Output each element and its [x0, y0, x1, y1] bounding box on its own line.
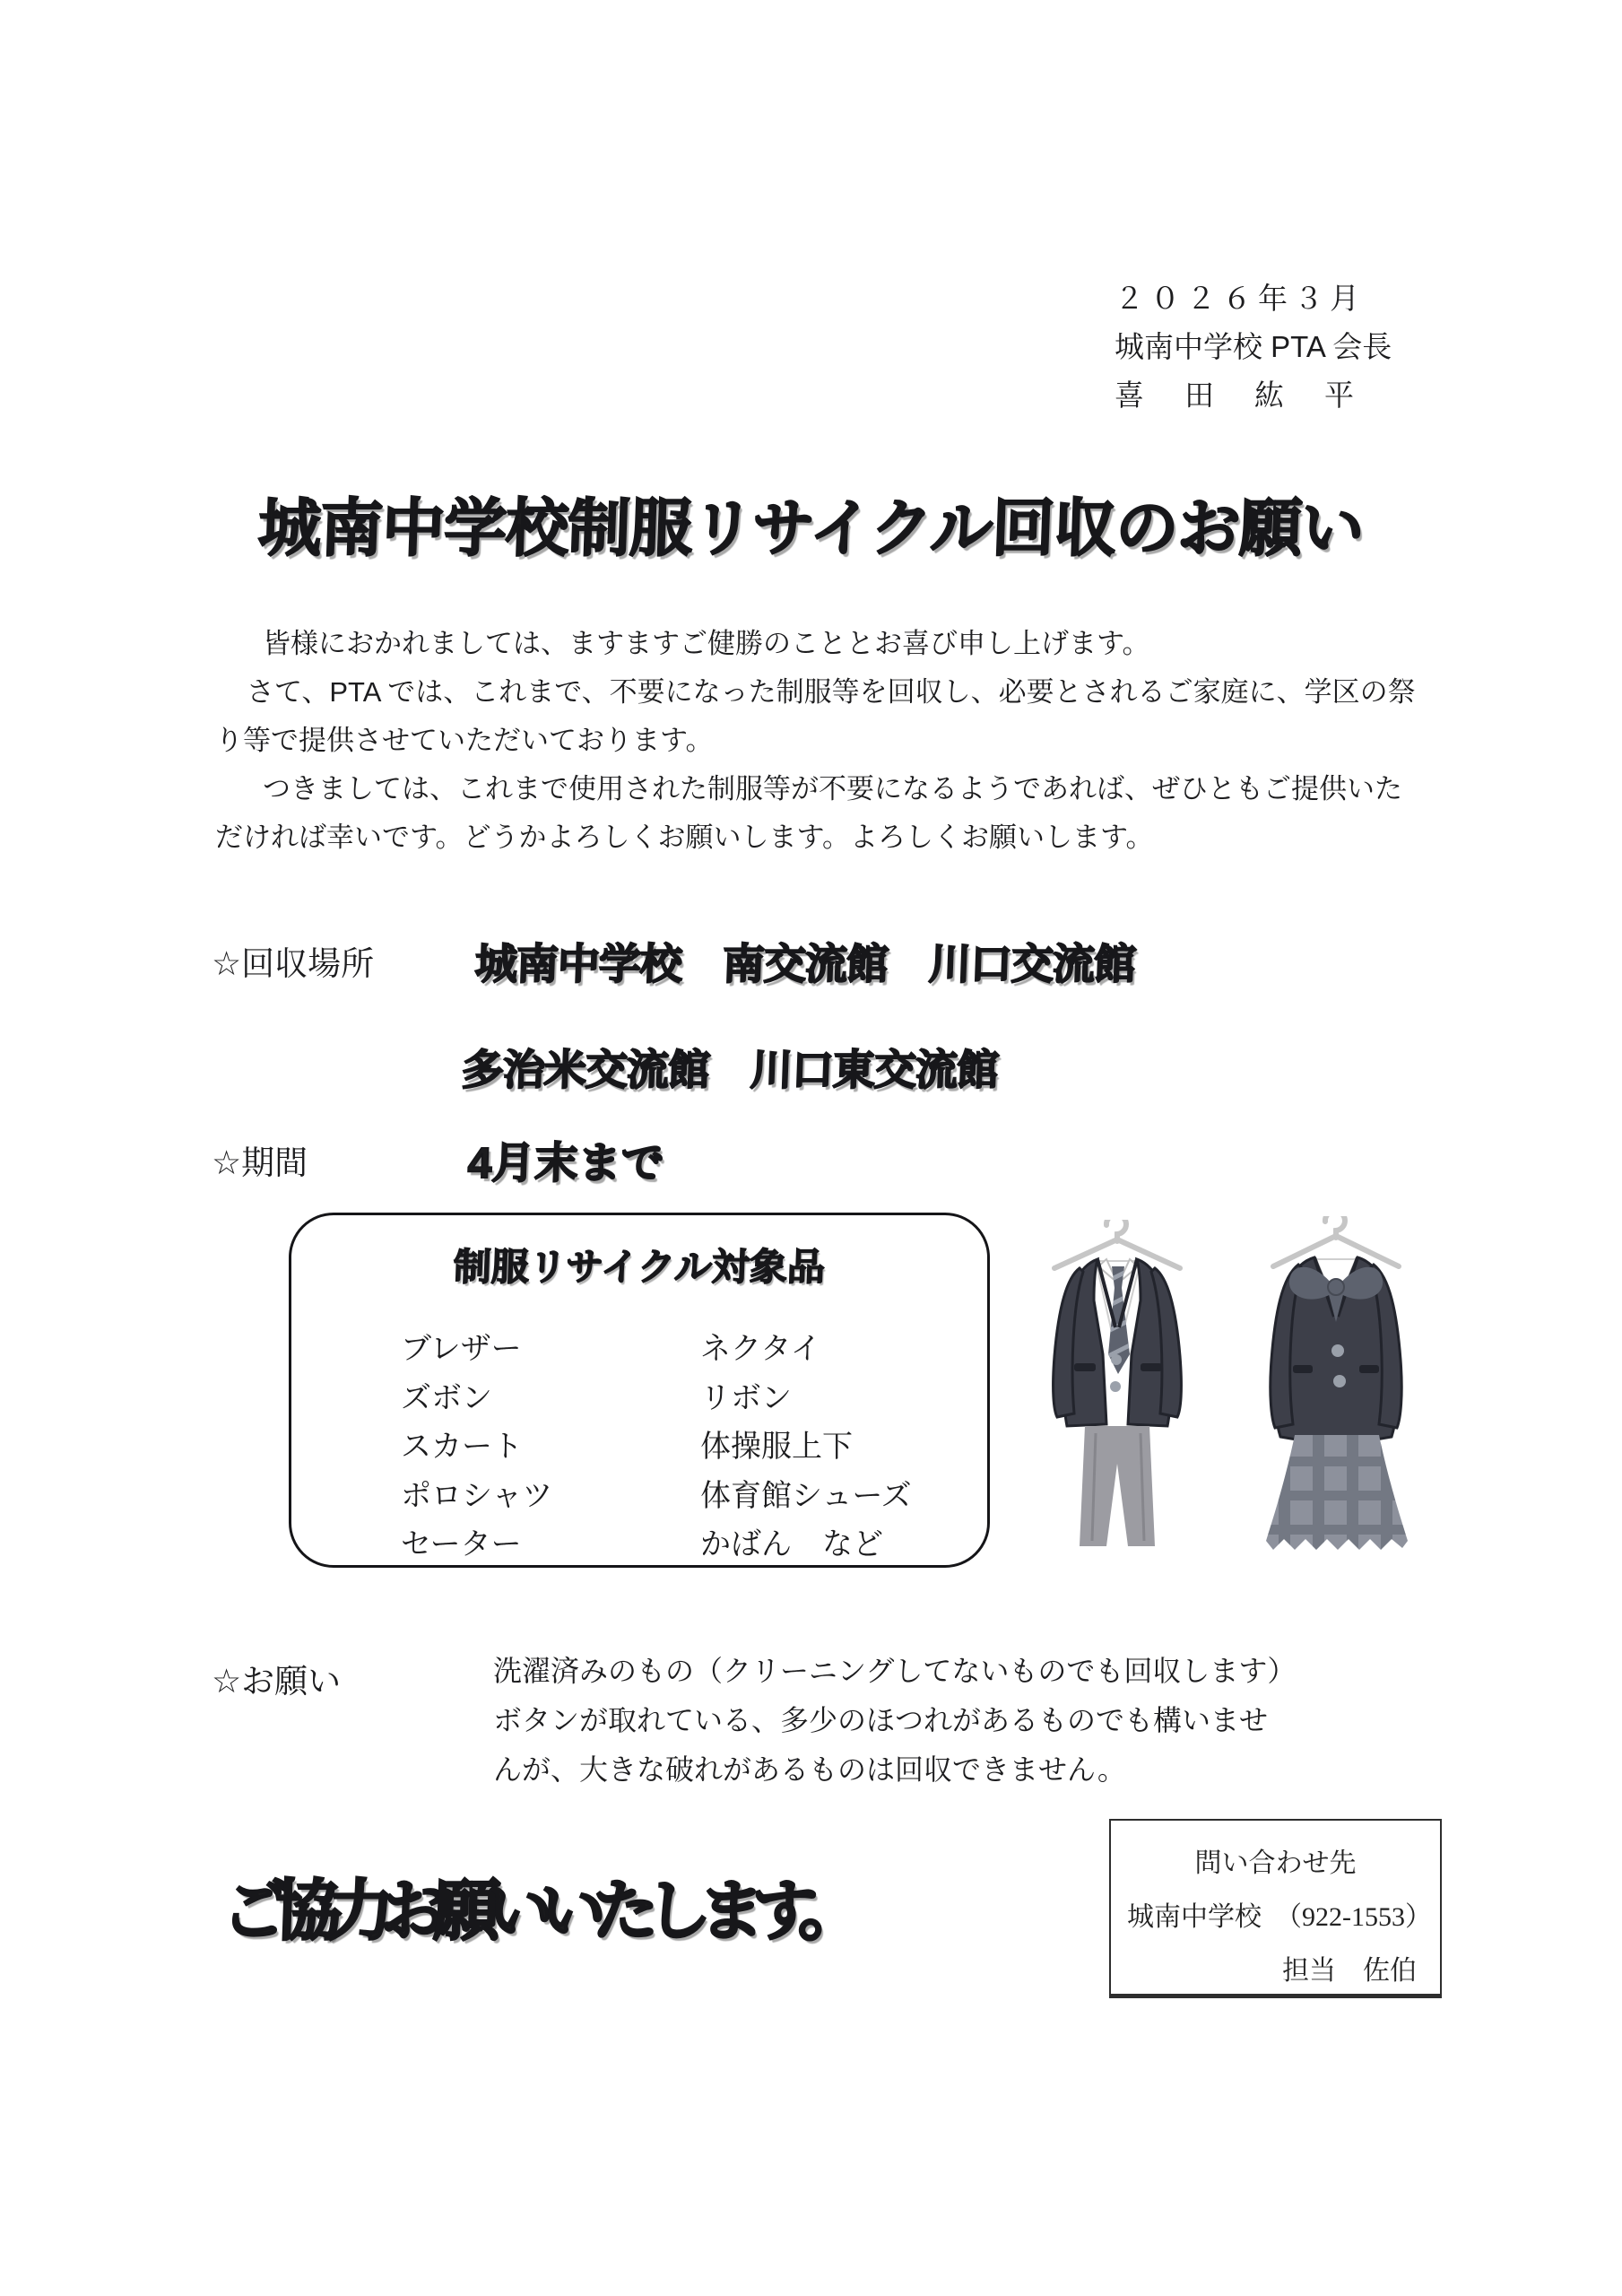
request-label: ☆お願い — [212, 1663, 342, 1700]
period-value: 4月末まで — [466, 1140, 665, 1187]
sender-block — [1115, 274, 1392, 420]
body-line: つきましては、これまで使用された制服等が不要になるようであれば、ぜひともご提供いた — [263, 773, 1402, 804]
girl-uniform-illustration — [1227, 1216, 1446, 1561]
recycle-items-box — [289, 1213, 990, 1568]
boy-uniform-illustration — [1028, 1220, 1207, 1561]
closing-statement: ご協力お願いいたします。 — [221, 1874, 854, 1948]
page-title: 城南中学校制服リサイクル回収のお願い — [256, 493, 1365, 563]
contact-box — [1109, 1819, 1442, 1998]
contact-school-phone: 城南中学校 （922-1553） — [1127, 1902, 1432, 1932]
recycle-item: ネクタイ — [700, 1332, 821, 1366]
recycle-item: 体操服上下 — [700, 1430, 853, 1464]
contact-title: 問い合わせ先 — [1194, 1848, 1357, 1878]
sender-name: 喜 田 紘 平 — [1115, 378, 1359, 412]
recycle-items-list — [401, 1325, 912, 1570]
recycle-item: ズボン — [401, 1380, 492, 1415]
body-line: さて、PTA では、これまで、不要になった制服等を回収し、必要とされるご家庭に、学区の祭 — [247, 676, 1416, 708]
recycle-item: ブレザー — [401, 1332, 522, 1366]
body-line: り等で提供させていただいております。 — [215, 725, 714, 756]
collection-places-label: ☆回収場所 — [212, 945, 375, 982]
body-line: だければ幸いです。どうかよろしくお願いします。よろしくお願いします。 — [215, 822, 1154, 853]
recycle-item: かばん など — [700, 1527, 883, 1561]
body-line: 皆様におかれましては、ますますご健勝のこととお喜び申し上げます。 — [263, 628, 1150, 659]
request-line: ボタンが取れている、多少のほつれがあるものでも構いませ — [493, 1704, 1269, 1736]
request-lines — [493, 1647, 1296, 1795]
request-line: 洗濯済みのもの（クリーニングしてないものでも回収します） — [493, 1655, 1297, 1687]
contact-person: 担当 佐伯 — [1282, 1956, 1417, 1986]
collection-places-line2: 多治米交流館 川口東交流館 — [460, 1046, 999, 1093]
recycle-item: 体育館シューズ — [700, 1478, 912, 1513]
recycle-item: ポロシャツ — [401, 1478, 553, 1513]
body-paragraphs — [209, 620, 1482, 862]
sender-organization: 城南中学校 PTA 会長 — [1115, 330, 1392, 363]
plaid-skirt — [1253, 1428, 1424, 1558]
recycle-item: リボン — [700, 1380, 792, 1415]
document-date: ２０２６年３月 — [1115, 282, 1366, 315]
recycle-item: スカート — [401, 1430, 523, 1464]
recycle-box-title: 制服リサイクル対象品 — [453, 1246, 826, 1288]
recycle-item: セーター — [401, 1527, 522, 1561]
period-label: ☆期間 — [212, 1144, 308, 1181]
request-line: んが、大きな破れがあるものは回収できません。 — [493, 1753, 1126, 1786]
collection-places-line1: 城南中学校 南交流館 川口交流館 — [473, 940, 1136, 987]
